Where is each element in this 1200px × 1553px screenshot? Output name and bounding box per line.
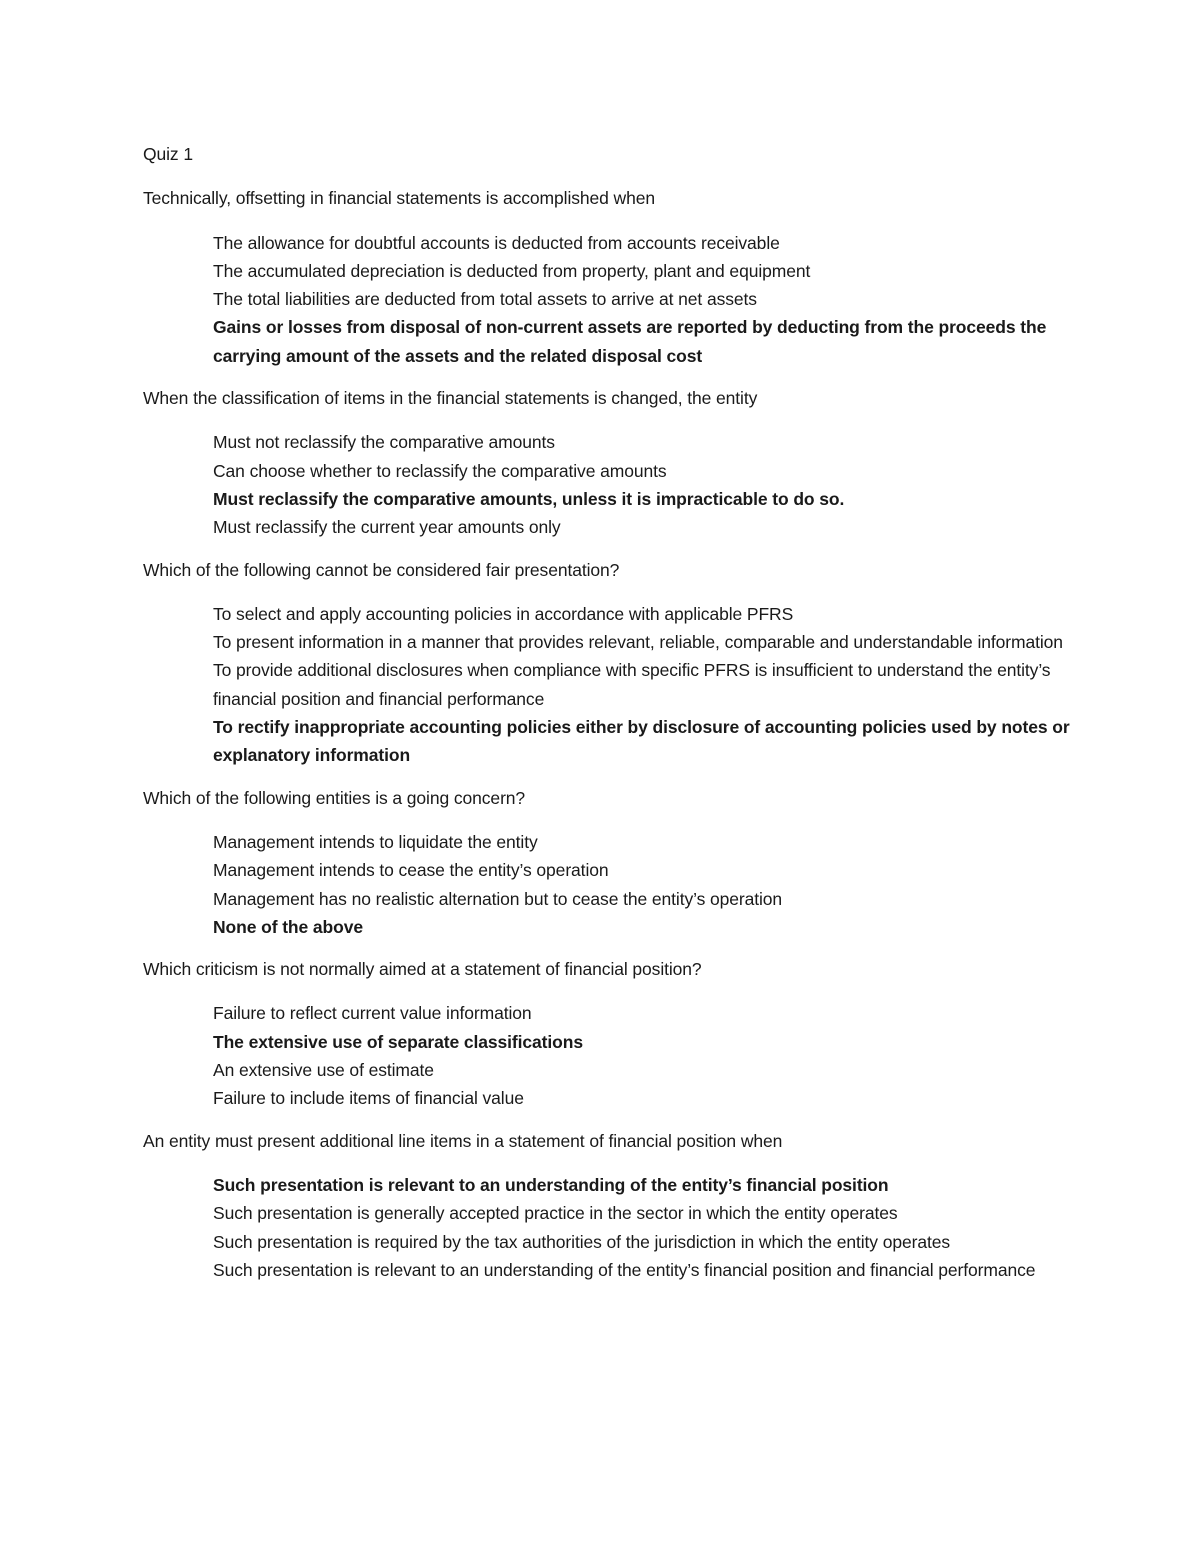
question-text: Which of the following cannot be considered fair presentation? xyxy=(143,559,620,580)
question-3 xyxy=(143,556,1083,770)
option-item: Such presentation is generally accepted practice in the sector in which the entity operates xyxy=(213,1203,898,1224)
option-list xyxy=(213,600,1073,770)
option-item: To present information in a manner that provides relevant, reliable, comparable and understandable information xyxy=(213,632,1063,653)
option-list xyxy=(213,1171,1073,1284)
document-body xyxy=(143,140,1083,1298)
option-list xyxy=(213,428,1073,541)
question-6 xyxy=(143,1127,1083,1284)
question-text: Technically, offsetting in financial statements is accomplished when xyxy=(143,188,655,209)
option-item: Must not reclassify the comparative amounts xyxy=(213,432,555,453)
option-item: Such presentation is required by the tax authorities of the jurisdiction in which the entity operates xyxy=(213,1231,950,1252)
option-item: Management has no realistic alternation but to cease the entity’s operation xyxy=(213,888,783,909)
option-item: An extensive use of estimate xyxy=(213,1060,434,1081)
page-title: Quiz 1 xyxy=(143,144,193,164)
option-item: To provide additional disclosures when compliance with specific PFRS is insufficient to understand the entity’s financial position and financial performance xyxy=(213,660,1051,709)
option-item: The allowance for doubtful accounts is deducted from accounts receivable xyxy=(213,232,780,253)
question-5 xyxy=(143,955,1083,1112)
question-1 xyxy=(143,184,1083,370)
option-list xyxy=(213,999,1073,1112)
option-item: To select and apply accounting policies in accordance with applicable PFRS xyxy=(213,603,794,624)
correct-answer: To rectify inappropriate accounting policies either by disclosure of accounting policies used by notes or explanatory information xyxy=(213,717,1070,766)
correct-answer: None of the above xyxy=(213,916,363,937)
option-item: Must reclassify the current year amounts only xyxy=(213,517,561,538)
question-text: When the classification of items in the financial statements is changed, the entity xyxy=(143,388,758,409)
option-item: Such presentation is relevant to an understanding of the entity’s financial position and financial performance xyxy=(213,1259,1036,1280)
option-item: Management intends to cease the entity’s operation xyxy=(213,860,609,881)
question-text: Which of the following entities is a going concern? xyxy=(143,787,526,808)
option-item: Failure to include items of financial value xyxy=(213,1088,524,1109)
option-item: Failure to reflect current value information xyxy=(213,1003,532,1024)
question-text: An entity must present additional line items in a statement of financial position when xyxy=(143,1130,783,1151)
question-4 xyxy=(143,784,1083,941)
correct-answer: Gains or losses from disposal of non-current assets are reported by deducting from the proceeds the carrying amount of the assets and the related disposal cost xyxy=(213,317,1047,366)
option-item: The total liabilities are deducted from total assets to arrive at net assets xyxy=(213,289,757,310)
option-list xyxy=(213,828,1073,941)
option-item: The accumulated depreciation is deducted from property, plant and equipment xyxy=(213,260,811,281)
correct-answer: Must reclassify the comparative amounts, unless it is impracticable to do so. xyxy=(213,488,845,509)
option-item: Can choose whether to reclassify the comparative amounts xyxy=(213,460,667,481)
option-item: Management intends to liquidate the entity xyxy=(213,831,538,852)
question-2 xyxy=(143,384,1083,541)
correct-answer: Such presentation is relevant to an understanding of the entity’s financial position xyxy=(213,1174,889,1195)
correct-answer: The extensive use of separate classifications xyxy=(213,1031,583,1052)
question-text: Which criticism is not normally aimed at a statement of financial position? xyxy=(143,959,702,980)
option-list xyxy=(213,229,1073,370)
